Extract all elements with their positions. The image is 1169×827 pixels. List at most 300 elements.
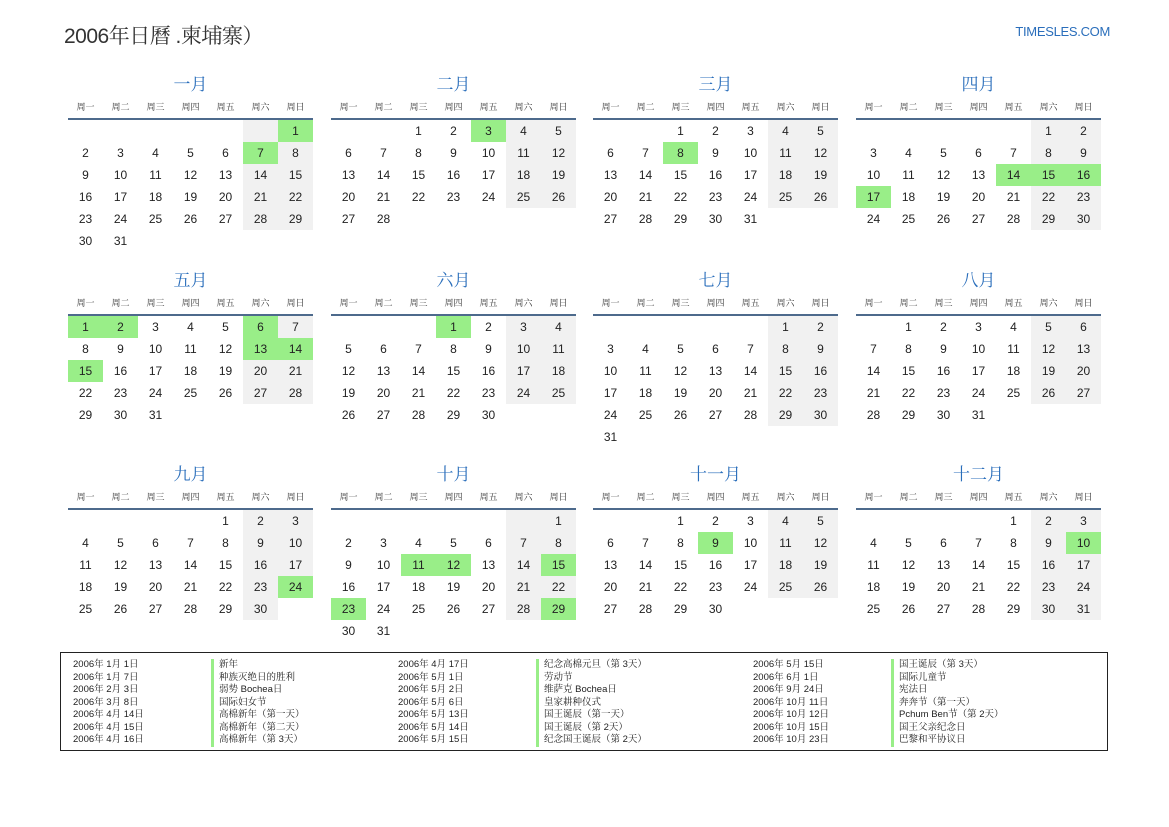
weekday-label: 周四 (181, 102, 200, 112)
holiday-row (386, 697, 706, 710)
empty-cell (506, 208, 541, 230)
month-name: 六月 (436, 271, 471, 290)
day-cell: 23 (481, 386, 496, 400)
weekday-label: 周二 (374, 492, 393, 502)
day-cell: 14 (506, 554, 541, 576)
month-11 (593, 464, 838, 620)
day-cell: 10 (743, 536, 758, 550)
day-cell: 25 (541, 382, 576, 404)
weekday-label: 周二 (111, 492, 130, 502)
weekday-label: 周一 (76, 102, 95, 112)
day-cell: 8 (677, 536, 684, 550)
weekday-header (593, 98, 838, 120)
empty-cell (173, 404, 208, 426)
empty-cell (331, 120, 366, 142)
day-cell: 29 (1006, 602, 1021, 616)
day-cell: 25 (506, 186, 541, 208)
day-cell: 17 (376, 580, 391, 594)
day-cell: 31 (971, 408, 986, 422)
day-cell: 12 (673, 364, 688, 378)
weekday-label: 周三 (146, 102, 165, 112)
day-cell: 20 (1066, 360, 1101, 382)
holiday-row (386, 722, 706, 735)
month-name: 三月 (698, 75, 733, 94)
empty-cell (926, 510, 961, 532)
day-cell: 29 (78, 408, 93, 422)
empty-cell (138, 120, 173, 142)
empty-cell (366, 510, 401, 532)
empty-cell (278, 230, 313, 252)
day-cell: 1 (222, 514, 229, 528)
weekday-label: 周一 (864, 102, 883, 112)
day-grid (68, 120, 313, 252)
day-cell: 2 (803, 316, 838, 338)
weekday-label: 周一 (864, 492, 883, 502)
day-cell: 22 (768, 382, 803, 404)
weekday-header (856, 488, 1101, 510)
day-cell: 13 (376, 364, 391, 378)
holiday-name: 国王父亲纪念日 (891, 722, 966, 735)
weekday-label: 周五 (1004, 102, 1023, 112)
day-cell: 31 (603, 430, 618, 444)
day-cell: 22 (446, 386, 461, 400)
month-name: 八月 (961, 271, 996, 290)
day-cell: 3 (1066, 510, 1101, 532)
day-cell: 21 (638, 190, 653, 204)
day-cell: 17 (481, 168, 496, 182)
day-cell: 19 (803, 554, 838, 576)
day-cell: 24 (278, 576, 313, 598)
holiday-date: 2006年 10月 11日 (753, 696, 829, 708)
empty-cell (138, 510, 173, 532)
holiday-date: 2006年 10月 23日 (753, 734, 830, 745)
weekday-label: 周四 (444, 492, 463, 502)
weekday-header (593, 488, 838, 510)
weekday-label: 周四 (969, 102, 988, 112)
holiday-name: 宪法日 (891, 684, 928, 697)
weekday-header (331, 294, 576, 316)
day-cell: 15 (1031, 164, 1066, 186)
day-cell: 7 (187, 536, 194, 550)
day-cell: 5 (450, 536, 457, 550)
holiday-name: 国王诞辰（第 2天） (536, 722, 628, 735)
day-cell: 2 (712, 514, 719, 528)
day-cell: 14 (866, 364, 881, 378)
empty-cell (733, 426, 768, 448)
day-cell: 7 (642, 536, 649, 550)
day-cell: 20 (148, 580, 163, 594)
day-cell: 6 (940, 536, 947, 550)
empty-cell (278, 598, 313, 620)
weekday-label: 周五 (1004, 298, 1023, 308)
weekday-label: 周四 (444, 298, 463, 308)
empty-cell (471, 208, 506, 230)
day-cell: 24 (866, 212, 881, 226)
holiday-date: 2006年 4月 16日 (73, 734, 144, 745)
empty-cell (471, 620, 506, 642)
holiday-name: 纪念国王诞辰（第 2天） (536, 734, 647, 747)
day-cell: 30 (936, 408, 951, 422)
empty-cell (628, 316, 663, 338)
day-cell: 4 (905, 146, 912, 160)
day-cell: 3 (506, 316, 541, 338)
day-cell: 18 (411, 580, 426, 594)
empty-cell (593, 510, 628, 532)
day-cell: 11 (149, 168, 162, 182)
weekday-label: 周三 (409, 298, 428, 308)
holiday-row (386, 734, 706, 747)
empty-cell (208, 230, 243, 252)
holiday-row (61, 722, 381, 735)
day-cell: 29 (446, 408, 461, 422)
weekday-header (331, 98, 576, 120)
day-cell: 24 (148, 386, 163, 400)
day-cell: 22 (901, 386, 916, 400)
weekday-label: 周二 (636, 102, 655, 112)
day-cell: 6 (485, 536, 492, 550)
day-cell: 9 (450, 146, 457, 160)
day-cell: 17 (113, 190, 128, 204)
day-cell: 23 (78, 212, 93, 226)
day-cell: 29 (901, 408, 916, 422)
day-cell: 1 (1031, 120, 1066, 142)
weekday-label: 周五 (216, 298, 235, 308)
holiday-name: 国际妇女节 (211, 697, 267, 710)
day-cell: 2 (1066, 120, 1101, 142)
holiday-date: 2006年 2月 3日 (73, 684, 139, 695)
day-cell: 6 (712, 342, 719, 356)
weekday-label: 周日 (1074, 102, 1093, 112)
day-cell: 14 (638, 168, 653, 182)
day-cell: 27 (481, 602, 496, 616)
day-cell: 3 (278, 510, 313, 532)
month-5 (68, 270, 313, 426)
day-cell: 27 (971, 212, 986, 226)
day-cell: 12 (218, 342, 233, 356)
day-cell: 3 (975, 320, 982, 334)
day-cell: 25 (768, 576, 803, 598)
holiday-row (741, 672, 1061, 685)
holiday-date: 2006年 1月 7日 (73, 671, 139, 683)
day-cell: 15 (218, 558, 233, 572)
weekday-label: 周六 (251, 492, 270, 502)
empty-cell (471, 510, 506, 532)
empty-cell (961, 510, 996, 532)
day-cell: 18 (148, 190, 163, 204)
day-cell: 1 (68, 316, 103, 338)
day-cell: 16 (1066, 164, 1101, 186)
day-cell: 5 (345, 342, 352, 356)
empty-cell (698, 426, 733, 448)
weekday-label: 周一 (76, 298, 95, 308)
day-cell: 15 (901, 364, 916, 378)
day-cell: 29 (218, 602, 233, 616)
day-cell: 12 (936, 168, 951, 182)
day-cell: 18 (183, 364, 198, 378)
holiday-row (386, 684, 706, 697)
day-cell: 13 (148, 558, 163, 572)
day-cell: 9 (485, 342, 492, 356)
weekday-label: 周日 (286, 102, 305, 112)
day-grid (331, 510, 576, 642)
empty-cell (68, 120, 103, 142)
site-link[interactable]: TIMESLES.COM (1015, 24, 1110, 39)
day-cell: 1 (278, 120, 313, 142)
holiday-date: 2006年 5月 15日 (753, 659, 824, 670)
day-cell: 3 (747, 124, 754, 138)
day-cell: 7 (380, 146, 387, 160)
empty-cell (366, 316, 401, 338)
day-cell: 30 (708, 212, 723, 226)
weekday-label: 周二 (111, 102, 130, 112)
day-cell: 12 (113, 558, 128, 572)
holiday-column-3 (741, 659, 1061, 747)
month-name: 五月 (173, 271, 208, 290)
day-cell: 14 (278, 338, 313, 360)
day-cell: 24 (971, 386, 986, 400)
day-cell: 18 (506, 164, 541, 186)
weekday-label: 周五 (479, 492, 498, 502)
day-cell: 26 (218, 386, 233, 400)
holiday-column-2 (386, 659, 706, 747)
day-cell: 6 (152, 536, 159, 550)
holiday-name: 高棉新年（第二天） (211, 722, 305, 735)
day-cell: 25 (901, 212, 916, 226)
holiday-row (741, 684, 1061, 697)
day-cell: 4 (870, 536, 877, 550)
day-cell: 17 (971, 364, 986, 378)
day-cell: 24 (603, 408, 618, 422)
weekday-header (68, 98, 313, 120)
day-cell: 1 (436, 316, 471, 338)
holiday-name: 劳动节 (536, 672, 573, 685)
day-cell: 13 (341, 168, 356, 182)
day-cell: 3 (152, 320, 159, 334)
day-cell: 18 (638, 386, 653, 400)
day-cell: 11 (1007, 342, 1020, 356)
day-cell: 17 (743, 558, 758, 572)
day-cell: 30 (341, 624, 356, 638)
empty-cell (103, 120, 138, 142)
day-cell: 15 (673, 168, 688, 182)
weekday-label: 周一 (339, 298, 358, 308)
holiday-date: 2006年 6月 1日 (753, 671, 819, 683)
empty-cell (243, 230, 278, 252)
empty-cell (733, 316, 768, 338)
empty-cell (208, 404, 243, 426)
day-cell: 5 (940, 146, 947, 160)
holiday-date: 2006年 10月 12日 (753, 709, 830, 720)
day-cell: 27 (708, 408, 723, 422)
day-cell: 14 (638, 558, 653, 572)
empty-cell (243, 404, 278, 426)
empty-cell (996, 120, 1031, 142)
day-cell: 12 (901, 558, 916, 572)
day-cell: 16 (1031, 554, 1066, 576)
weekday-label: 周二 (899, 492, 918, 502)
weekday-label: 周二 (374, 102, 393, 112)
month-name: 九月 (173, 465, 208, 484)
day-cell: 10 (481, 146, 496, 160)
empty-cell (173, 120, 208, 142)
day-cell: 28 (278, 382, 313, 404)
day-cell: 26 (673, 408, 688, 422)
empty-cell (173, 510, 208, 532)
weekday-label: 周六 (776, 298, 795, 308)
day-cell: 20 (243, 360, 278, 382)
day-cell: 27 (603, 212, 618, 226)
holiday-row (386, 659, 706, 672)
empty-cell (366, 120, 401, 142)
day-cell: 9 (698, 532, 733, 554)
weekday-label: 周日 (286, 298, 305, 308)
empty-cell (856, 120, 891, 142)
day-cell: 27 (243, 382, 278, 404)
day-cell: 1 (768, 316, 803, 338)
day-cell: 27 (376, 408, 391, 422)
day-cell: 28 (866, 408, 881, 422)
empty-cell (541, 620, 576, 642)
empty-cell (208, 120, 243, 142)
day-cell: 28 (638, 602, 653, 616)
day-cell: 16 (708, 558, 723, 572)
day-cell: 4 (768, 120, 803, 142)
empty-cell (926, 120, 961, 142)
day-cell: 7 (642, 146, 649, 160)
day-cell: 5 (905, 536, 912, 550)
day-cell: 15 (68, 360, 103, 382)
weekday-label: 周四 (444, 102, 463, 112)
day-cell: 12 (183, 168, 198, 182)
day-cell: 31 (113, 234, 128, 248)
empty-cell (173, 230, 208, 252)
month-2 (331, 74, 576, 230)
day-cell: 3 (607, 342, 614, 356)
empty-cell (278, 404, 313, 426)
day-cell: 28 (243, 208, 278, 230)
day-cell: 22 (673, 190, 688, 204)
day-cell: 13 (481, 558, 496, 572)
day-cell: 2 (485, 320, 492, 334)
month-name: 二月 (436, 75, 471, 94)
month-name: 十月 (436, 465, 471, 484)
empty-cell (436, 510, 471, 532)
holiday-date: 2006年 5月 2日 (398, 684, 464, 695)
weekday-label: 周四 (181, 492, 200, 502)
day-cell: 19 (936, 190, 951, 204)
day-cell: 4 (506, 120, 541, 142)
empty-cell (663, 426, 698, 448)
day-cell: 19 (183, 190, 198, 204)
day-cell: 26 (901, 602, 916, 616)
day-cell: 22 (541, 576, 576, 598)
day-cell: 16 (446, 168, 461, 182)
weekday-label: 周四 (706, 492, 725, 502)
holiday-date: 2006年 5月 1日 (398, 671, 464, 683)
day-cell: 15 (768, 360, 803, 382)
day-cell: 9 (82, 168, 89, 182)
day-cell: 14 (183, 558, 198, 572)
day-cell: 10 (376, 558, 391, 572)
day-cell: 18 (768, 554, 803, 576)
day-cell: 30 (78, 234, 93, 248)
holiday-row (386, 672, 706, 685)
day-cell: 19 (1031, 360, 1066, 382)
day-cell: 22 (218, 580, 233, 594)
weekday-label: 周六 (514, 492, 533, 502)
day-cell: 28 (183, 602, 198, 616)
day-cell: 11 (79, 558, 92, 572)
month-7 (593, 270, 838, 448)
day-cell: 30 (708, 602, 723, 616)
day-cell: 11 (639, 364, 652, 378)
day-cell: 20 (971, 190, 986, 204)
empty-cell (1066, 404, 1101, 426)
day-cell: 10 (603, 364, 618, 378)
day-cell: 11 (506, 142, 541, 164)
day-cell: 8 (278, 142, 313, 164)
weekday-label: 周六 (1039, 298, 1058, 308)
day-cell: 30 (803, 404, 838, 426)
day-cell: 15 (673, 558, 688, 572)
day-cell: 13 (603, 168, 618, 182)
day-cell: 5 (677, 342, 684, 356)
holiday-column-1 (61, 659, 381, 747)
holiday-row (61, 684, 381, 697)
day-cell: 7 (278, 316, 313, 338)
day-cell: 8 (1010, 536, 1017, 550)
day-cell: 30 (1031, 598, 1066, 620)
day-cell: 7 (1010, 146, 1017, 160)
weekday-header (331, 488, 576, 510)
empty-cell (856, 510, 891, 532)
day-cell: 22 (1006, 580, 1021, 594)
day-cell: 26 (446, 602, 461, 616)
holiday-row (61, 659, 381, 672)
day-cell: 1 (677, 514, 684, 528)
weekday-label: 周三 (146, 492, 165, 502)
holiday-row (61, 697, 381, 710)
day-cell: 11 (867, 558, 880, 572)
month-1 (68, 74, 313, 252)
weekday-label: 周一 (339, 102, 358, 112)
day-cell: 22 (1031, 186, 1066, 208)
holiday-list (60, 652, 1108, 751)
day-cell: 13 (218, 168, 233, 182)
day-cell: 30 (113, 408, 128, 422)
empty-cell (331, 510, 366, 532)
day-cell: 26 (803, 576, 838, 598)
day-cell: 25 (638, 408, 653, 422)
day-cell: 16 (243, 554, 278, 576)
day-cell: 28 (376, 212, 391, 226)
day-cell: 4 (187, 320, 194, 334)
day-cell: 12 (541, 142, 576, 164)
empty-cell (768, 426, 803, 448)
day-cell: 1 (905, 320, 912, 334)
day-cell: 4 (1010, 320, 1017, 334)
empty-cell (68, 510, 103, 532)
day-cell: 17 (506, 360, 541, 382)
day-cell: 21 (506, 576, 541, 598)
empty-cell (436, 208, 471, 230)
day-cell: 13 (708, 364, 723, 378)
empty-cell (663, 316, 698, 338)
day-cell: 10 (866, 168, 881, 182)
day-cell: 26 (113, 602, 128, 616)
holiday-name: 奔奔节（第一天） (891, 697, 975, 710)
empty-cell (506, 510, 541, 532)
